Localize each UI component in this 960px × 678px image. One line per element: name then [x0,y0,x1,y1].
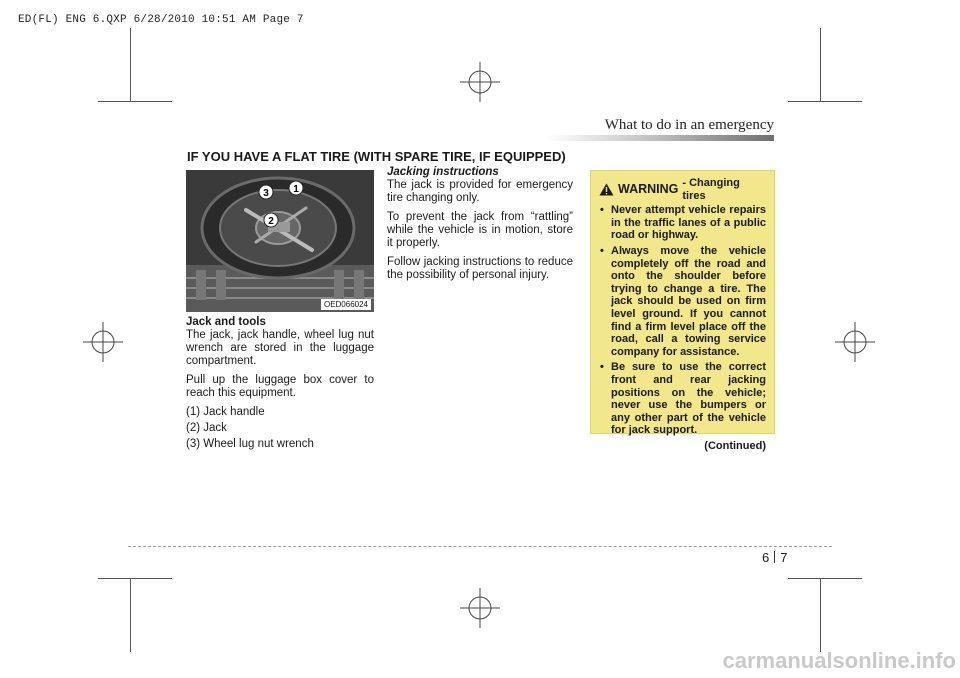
warning-box [590,170,775,452]
paragraph: The jack is provided for emergency tire changing only. [387,179,573,204]
warning-bullet: • Never attempt vehicle repairs in the traffic lanes of a public road or highway. [599,204,766,242]
trim-mark [98,101,172,102]
jacking-instructions-heading: Jacking instructions [387,166,499,178]
warning-bullet: • Be sure to use the correct front and rear jacking positions on the vehicle; never use the bumpers or any other part of the vehicle for jack support. [599,361,766,437]
trim-mark [98,578,172,579]
warning-bullet: • Always move the vehicle completely off the road and onto the shoulder before trying to change a tire. The jack should be used on firm level ground. If you cannot find a firm level place off the road, call a towing service company for assistance. [599,245,766,358]
paragraph: Follow jacking instructions to reduce the possibility of personal injury. [387,256,573,281]
page-number [762,550,787,565]
trim-mark [820,578,821,652]
trim-mark [820,28,821,102]
trim-mark [130,28,131,102]
registration-crosshair-icon [460,588,500,628]
paragraph: The jack, jack handle, wheel lug nut wrench are stored in the luggage compartment. [186,329,374,367]
trim-mark [130,578,131,652]
warning-header [599,177,766,202]
chapter-header-title: What to do in an emergency [604,117,774,133]
warning-subtitle: - Changing tires [682,177,740,202]
paragraph: To prevent the jack from “rattling” while the vehicle is in motion, store it properly. [387,211,573,249]
header-rule [547,135,774,141]
trim-mark [788,101,862,102]
section-heading: IF YOU HAVE A FLAT TIRE (WITH SPARE TIRE, IF EQUIPPED) [187,149,566,164]
warning-triangle-icon [599,183,614,196]
jack-and-tools-heading: Jack and tools [186,316,266,328]
page-in-chapter: 7 [780,550,788,565]
list-item: (2) Jack [186,422,227,434]
middle-column [387,166,573,288]
left-column [186,316,374,457]
page-number-separator [774,551,775,563]
print-slug: ED(FL) ENG 6.QXP 6/28/2010 10:51 AM Page 7 [18,14,304,26]
registration-crosshair-icon [460,62,500,102]
spare-tire-tools-photo [186,170,374,312]
callout-2: 2 [268,216,274,227]
figure-code: OED066024 [321,299,371,310]
trim-mark [788,578,862,579]
registration-crosshair-icon [835,322,875,362]
chapter-number: 6 [762,550,770,565]
callout-3: 3 [263,188,269,199]
watermark: carmanualsonline.info [722,648,956,673]
warning-list [599,204,766,437]
warning-title: WARNING [617,182,679,197]
list-item: (3) Wheel lug nut wrench [186,438,314,450]
footer-rule [128,546,832,547]
paragraph: Pull up the luggage box cover to reach this equipment. [186,374,374,399]
list-item: (1) Jack handle [186,406,265,418]
spare-tire-illustration [186,170,374,312]
continued-label: (Continued) [704,439,766,452]
callout-1: 1 [293,184,299,195]
registration-crosshair-icon [83,322,123,362]
